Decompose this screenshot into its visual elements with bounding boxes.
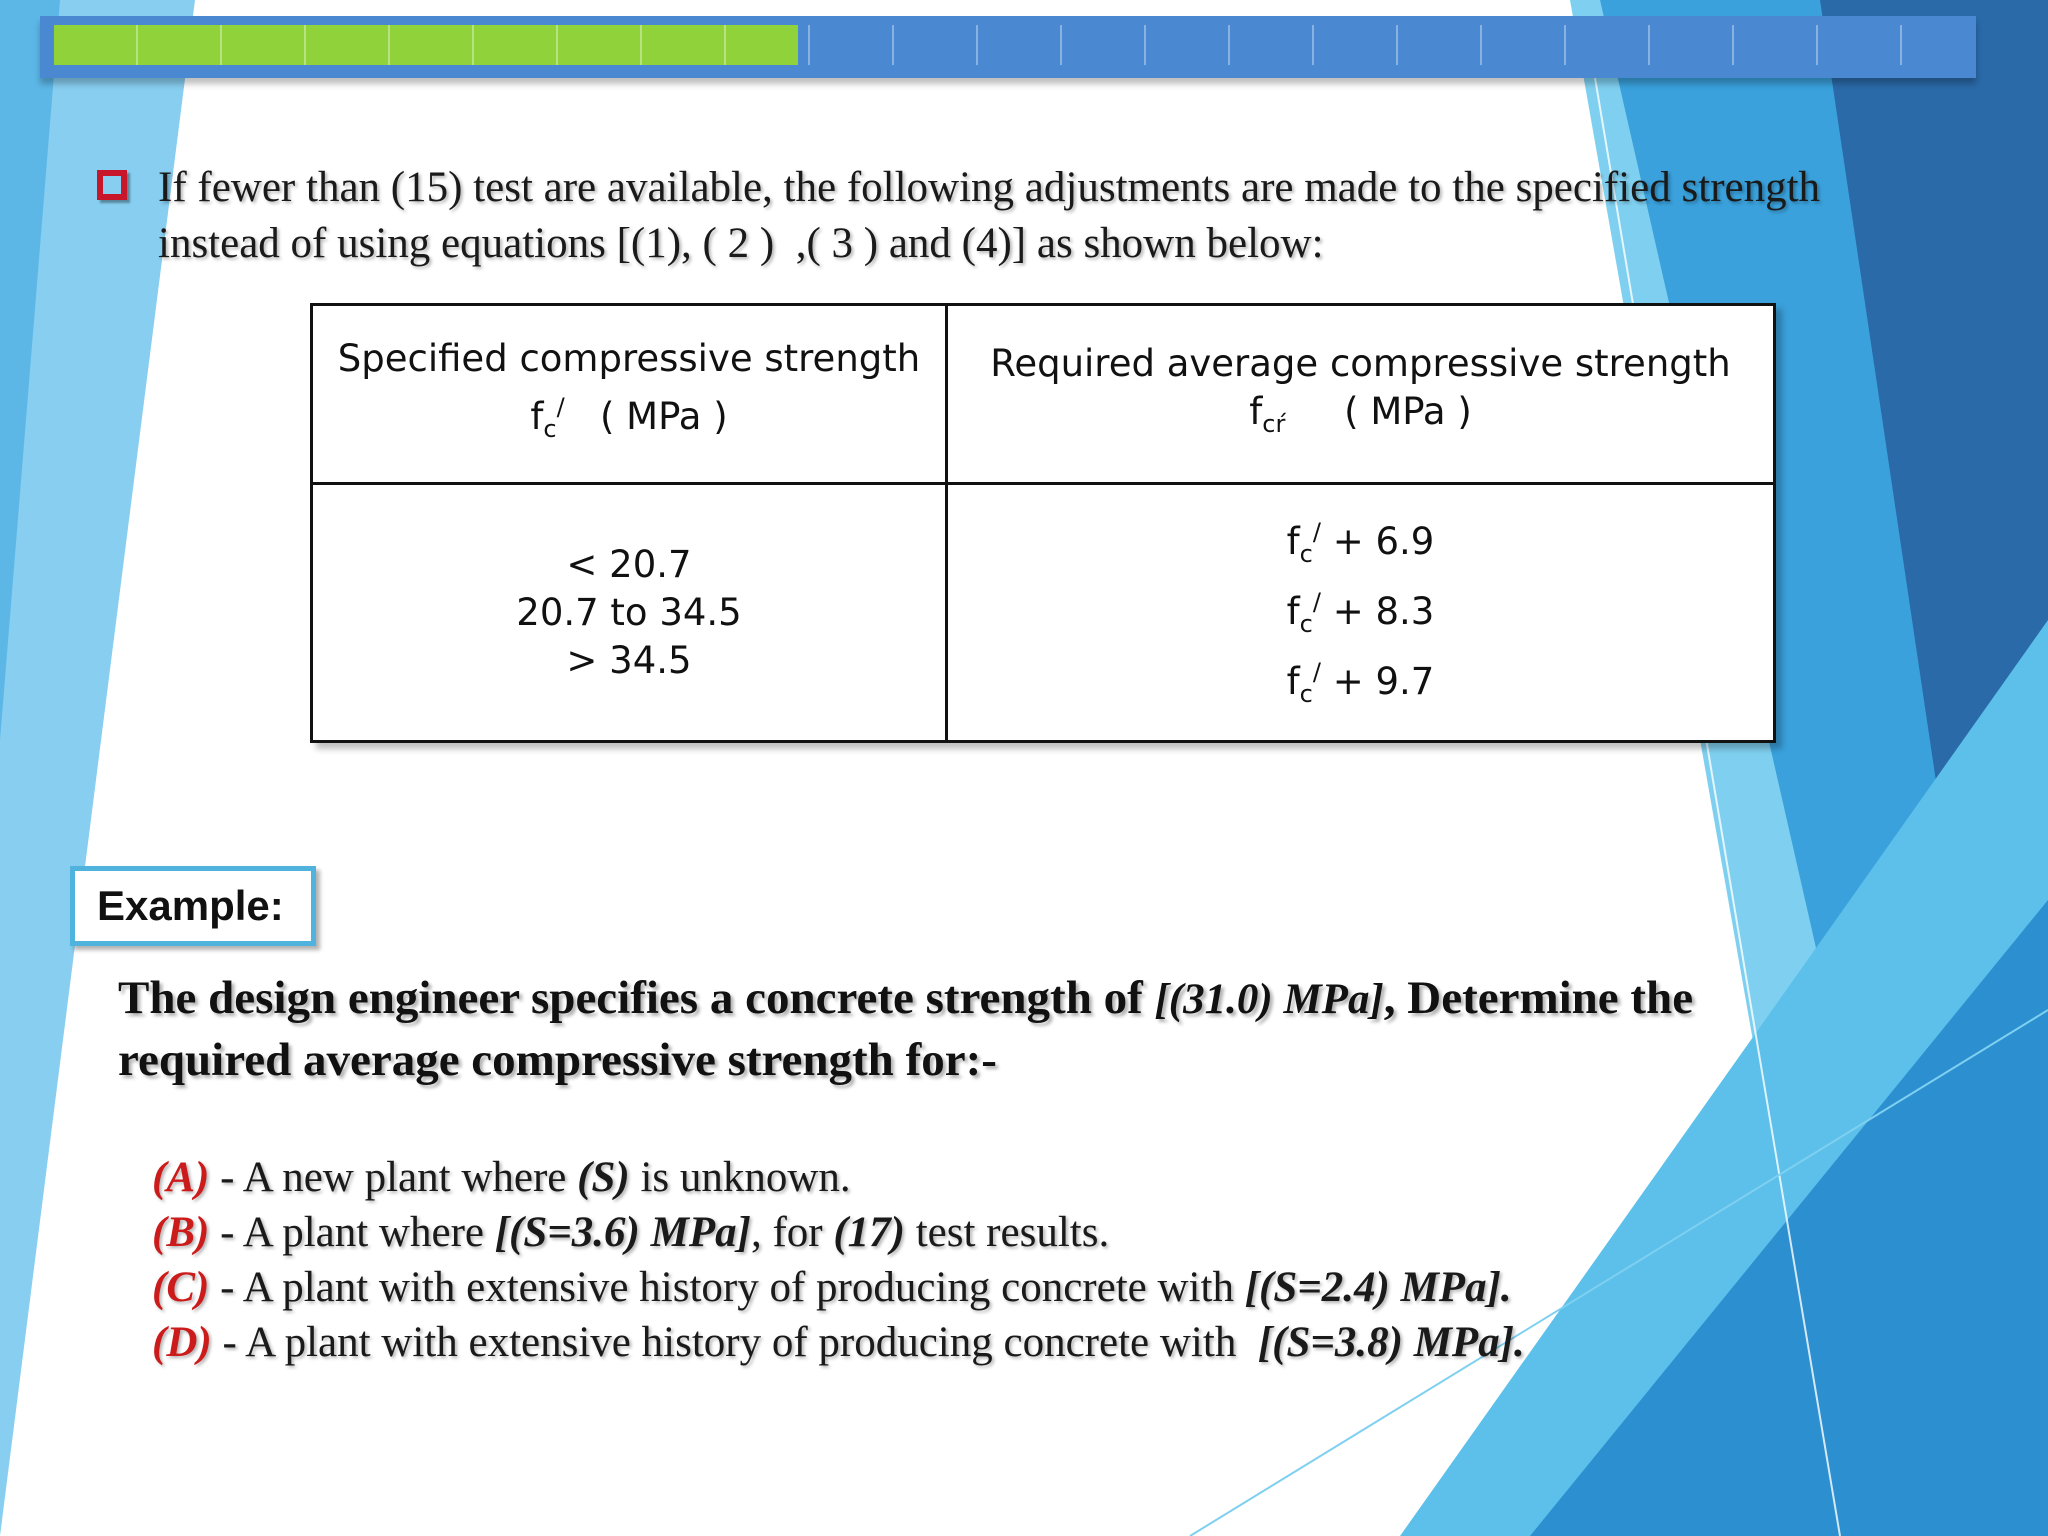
formula-value: $f_c^/ + 9.7$ [1286,657,1435,708]
problem-line-2: required average compressive strength for:- [118,1034,997,1086]
problem-parts-list [152,1150,1952,1370]
intro-line-2: instead of using equations [(1), ( 2 ) ,( 3 ) and (4)] as shown below: [158,220,1324,267]
progress-bar-segments [54,25,1962,65]
checkbox-bullet-icon [97,170,127,200]
list-item: (C) - A plant with extensive history of producing concrete with [(S=2.4) MPa]. [152,1264,1512,1311]
formula-value: $f_c^/ + 6.9$ [1286,517,1435,568]
problem-line-1: The design engineer specifies a concrete strength of [(31.0) MPa], Determine the [118,972,1694,1024]
header-required-symbol: $f_{cŕ}$ ( MPa ) [1249,390,1472,438]
strength-adjustment-table [310,303,1776,743]
list-item: (A) - A new plant where (S) is unknown. [152,1154,851,1201]
range-value: < 20.7 [566,542,692,586]
required-formulas-cell [947,484,1775,742]
list-item: (B) - A plant where [(S=3.6) MPa], for (17) test results. [152,1209,1110,1256]
example-label-box: Example: [70,866,316,946]
slide-progress-bar [40,16,1976,78]
header-specified-symbol: $f_c^/$ ( MPa ) [530,393,728,443]
formula-value: $f_c^/ + 8.3$ [1286,587,1435,638]
header-specified-strength [312,305,947,484]
header-specified-label: Specified compressive strength [337,337,921,380]
table-row [312,484,1775,742]
intro-line-1: If fewer than (15) test are available, the following adjustments are made to the specified strength [158,164,1821,211]
header-required-strength [947,305,1775,484]
range-value: > 34.5 [566,638,692,682]
specified-ranges-cell [312,484,947,742]
header-required-label: Required average compressive strength [990,342,1731,385]
list-item: (D) - A plant with extensive history of producing concrete with [(S=3.8) MPa]. [152,1319,1525,1366]
problem-statement [118,968,1918,1091]
intro-paragraph [158,160,1958,272]
table-header-row [312,305,1775,484]
range-value: 20.7 to 34.5 [516,590,742,634]
